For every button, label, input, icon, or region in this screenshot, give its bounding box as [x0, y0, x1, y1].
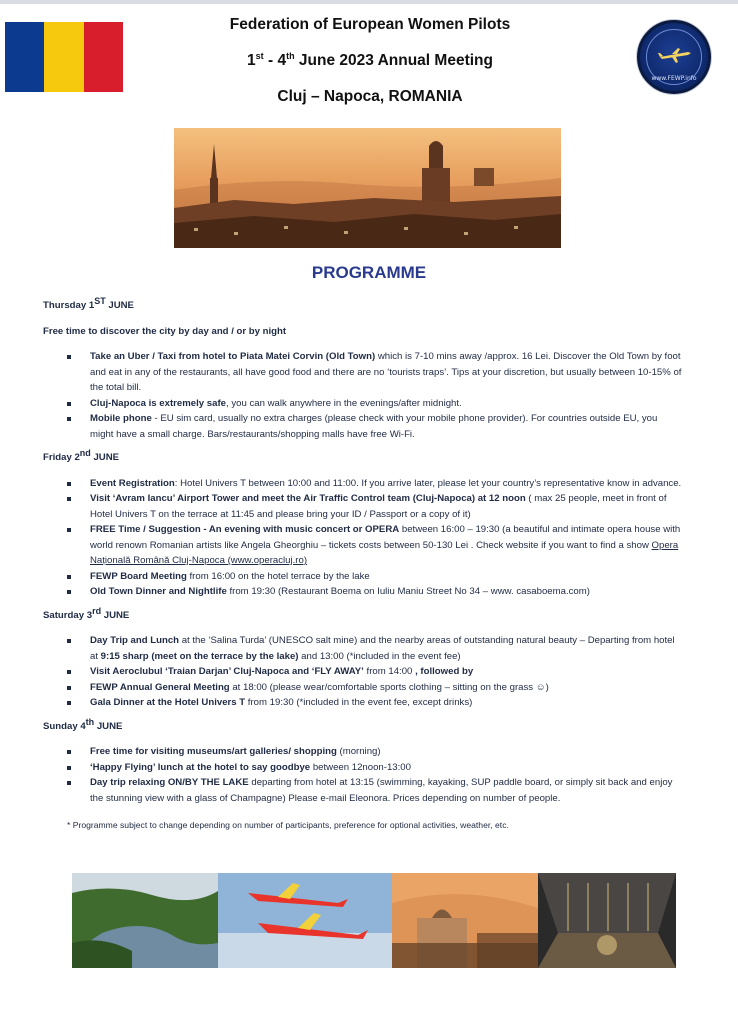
list-item: ‘Happy Flying’ lunch at the hotel to say goodbye between 12noon-13:00 — [67, 760, 683, 776]
fewp-logo — [637, 20, 711, 94]
logo-text: www.FEWP.info — [651, 75, 697, 82]
flag-stripe-red — [84, 22, 123, 92]
opera-link[interactable]: Opera Națională Română Cluj-Napoca (www.operacluj.ro) — [90, 539, 679, 566]
day-heading-friday: Friday 2nd JUNE — [43, 447, 120, 463]
list-item: FEWP Annual General Meeting at 18:00 (please wear/comfortable sports clothing – sitting on the grass ☺) — [67, 680, 683, 696]
list-item: Cluj-Napoca is extremely safe, you can walk anywhere in the evenings/after midnight. — [67, 396, 683, 412]
photo-strip — [72, 873, 676, 968]
day-heading-sunday: Sunday 4th JUNE — [43, 716, 123, 732]
friday-list — [67, 476, 683, 600]
salina-turda-photo — [538, 873, 676, 968]
lake-landscape-photo — [72, 873, 218, 968]
list-item: Day Trip and Lunch at the ‘Salina Turda’ (UNESCO salt mine) and the nearby areas of outstanding natural beauty – Departing from hotel at 9:15 sharp (meet on the terrace by the lake) and 13:00 (*included in the event fee) — [67, 633, 683, 664]
list-item: Event Registration: Hotel Univers T between 10:00 and 11:00. If you arrive later, please let your country’s representative know in advance. — [67, 476, 683, 492]
list-item: Take an Uber / Taxi from hotel to Piata Matei Corvin (Old Town) which is 7-10 mins away /approx. 16 Lei. Discover the Old Town by foot and eat in any of the restaurants, all have good food and there are no ‘tourists traps’. Tips at your discretion, but usually between 10-15% of the total bill. — [67, 349, 683, 396]
airplane-icon — [658, 48, 692, 64]
cluj-opera-house-photo — [392, 873, 538, 968]
sunday-list — [67, 744, 683, 806]
day-heading-thursday: Thursday 1ST JUNE — [43, 295, 134, 311]
list-item: Visit ‘Avram Iancu’ Airport Tower and meet the Air Traffic Control team (Cluj-Napoca) at 12 noon ( max 25 people, meet in front of Hotel Univers T on the terrace at 11:45 and please bring your ID / Passport or a copy of it) — [67, 491, 683, 522]
list-item: Day trip relaxing ON/BY THE LAKE departing from hotel at 13:15 (swimming, kayaking, SUP paddle board, or simply sit back and enjoy the stunning view with a glass of Champagne) Please e-mail Eleonora. Prices depending on number of people. — [67, 775, 683, 806]
cluj-skyline-photo — [174, 128, 561, 248]
list-item: Gala Dinner at the Hotel Univers T from 19:30 (*included in the event fee, except drinks) — [67, 695, 683, 711]
thursday-intro: Free time to discover the city by day and / or by night — [43, 325, 287, 337]
meeting-location: Cluj – Napoca, ROMANIA — [277, 88, 463, 105]
page-title: Federation of European Women Pilots — [229, 16, 511, 33]
romania-flag-icon — [5, 22, 123, 92]
list-item: Free time for visiting museums/art galleries/ shopping (morning) — [67, 744, 683, 760]
thursday-list — [67, 349, 683, 442]
list-item: Old Town Dinner and Nightlife from 19:30 (Restaurant Boema on Iuliu Maniu Street No 34 – www. casaboema.com) — [67, 584, 683, 600]
flag-stripe-yellow — [44, 22, 83, 92]
top-border — [0, 0, 738, 4]
flag-stripe-blue — [5, 22, 44, 92]
list-item: FEWP Board Meeting from 16:00 on the hotel terrace by the lake — [67, 569, 683, 585]
footnote: * Programme subject to change depending on number of participants, preference for optional activities, weather, etc. — [67, 820, 509, 830]
aerobatic-planes-photo — [218, 873, 392, 968]
list-item: Visit Aeroclubul ‘Traian Darjan’ Cluj-Napoca and ‘FLY AWAY’ from 14:00 , followed by — [67, 664, 683, 680]
day-heading-saturday: Saturday 3rd JUNE — [43, 605, 130, 621]
list-item: Mobile phone - EU sim card, usually no extra charges (please check with your mobile phone provider). For countries outside EU, you might have a small charge. Bars/restaurants/shopping malls have free Wi-Fi. — [67, 411, 683, 442]
programme-heading: PROGRAMME — [311, 263, 427, 282]
list-item: FREE Time / Suggestion - An evening with music concert or OPERA between 16:00 – 19:30 (a beautiful and intimate opera house with world renown Romanian artists like Angela Gheorghiu – tickets costs between 50-130 Lei . Check website if you want to find a show Opera Națională Română Cluj-Napoca (www.operacluj.ro) — [67, 522, 683, 569]
saturday-list — [67, 633, 683, 711]
programme-content — [43, 295, 683, 834]
meeting-dates: 1st - 4th June 2023 Annual Meeting — [247, 50, 493, 69]
